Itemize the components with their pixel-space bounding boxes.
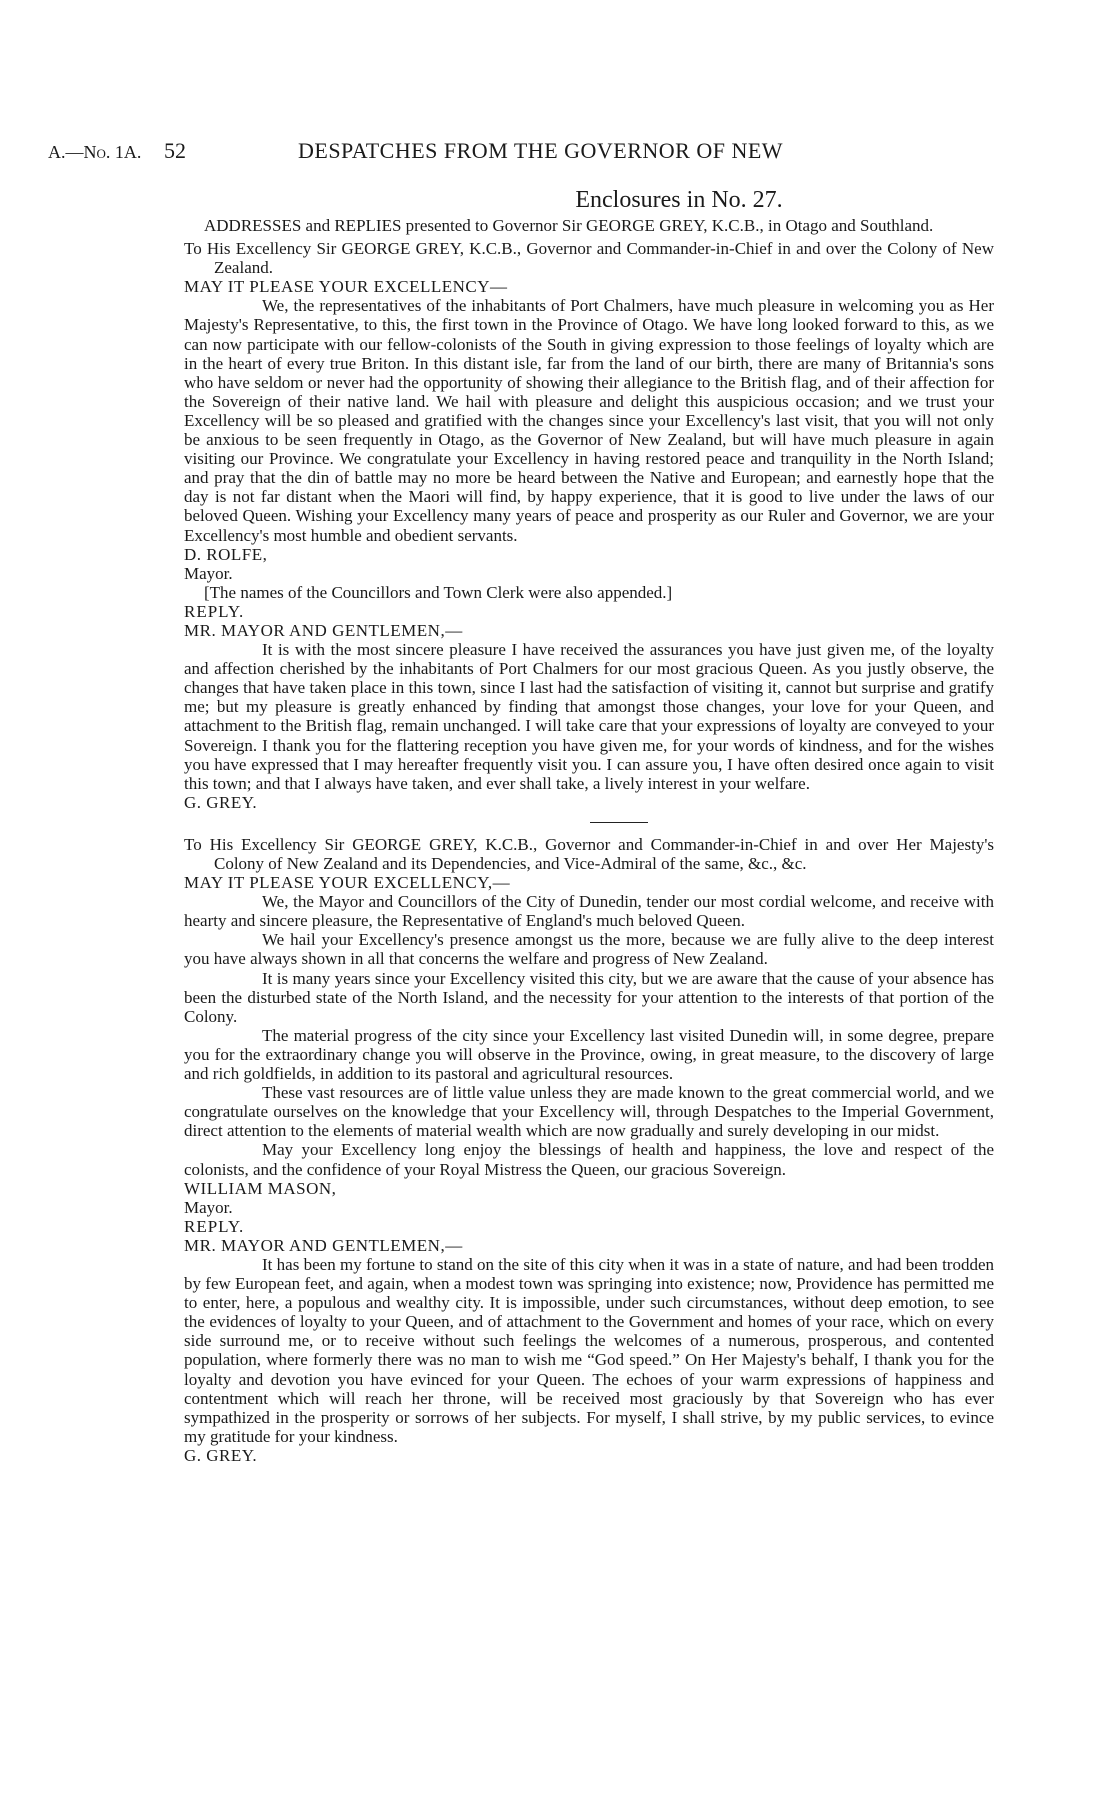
address-paragraph: We, the Mayor and Councillors of the City of Dunedin, tender our most cordial welcome, and receive with hearty and sincere pleasure, the Representative of England's much beloved Queen. [184, 892, 994, 931]
page-number: 52 [164, 138, 186, 163]
address-paragraph: May your Excellency long enjoy the blessings of health and happiness, the love and respect of the colonists, and the confidence of your Royal Mistress the Queen, our gracious Sovereign. [184, 1140, 994, 1179]
signature-title: Mayor. [184, 1197, 233, 1217]
enclosure-heading: Enclosures in No. 27. [575, 187, 783, 213]
address-paragraph: These vast resources are of little value unless they are made known to the great commercial world, and we congratulate ourselves on the knowledge that your Excellency will, through Despatches to the Imperial Government, direct attention to the elements of material wealth which are now gradually and surely developing in our midst. [184, 1083, 994, 1141]
reply-body: It has been my fortune to stand on the site of this city when it was in a state of nature, and had been trodden by few European feet, and again, when a modest town was springing into existence; now, Providence has permitted me to enter, here, a populous and wealthy city. It is impossible, under such circumstances, without deep emotion, to see the evidences of loyalty to your Queen, and of attachment to the Government and homes of your race, which on every side surround me, or to receive without such feelings the welcomes of a numerous, prosperous, and contented population, where formerly there was no man to wish me “God speed.” On Her Majesty's behalf, I thank you for the loyalty and devotion you have evinced for your Queen. The echoes of your warm expressions of happiness and contentment which will reach her throne, will be received most graciously by that Sovereign who has ever sympathized in the prosperity or sorrows of her subjects. For myself, I shall strive, by my public services, to evince my gratitude for your kindness. [184, 1254, 994, 1446]
appended-note: [The names of the Councillors and Town Clerk were also appended.] [204, 582, 673, 602]
intro-title: ADDRESSES and REPLIES presented to Governor Sir GEORGE GREY, K.C.B., in Otago and Southland. [204, 216, 934, 235]
reply-signature: G. GREY. [184, 792, 258, 812]
signature-title: Mayor. [184, 563, 233, 583]
address-port-chalmers [184, 239, 994, 602]
signature-name: D. ROLFE, [184, 544, 268, 564]
reply-salutation: MR. MAYOR AND GENTLEMEN,— [184, 620, 463, 640]
reply-heading: REPLY. [184, 601, 245, 621]
page-header [48, 138, 1066, 168]
running-title: DESPATCHES FROM THE GOVERNOR OF NEW [298, 138, 784, 163]
address-paragraph: It is many years since your Excellency visited this city, but we are aware that the cause of your absence has been the disturbed state of the North Island, and the necessity for your attention to the interests of that portion of the Colony. [184, 968, 994, 1026]
reply-signature: G. GREY. [184, 1445, 258, 1465]
address-paragraph: The material progress of the city since your Excellency last visited Dunedin will, in some degree, prepare you for the extraordinary change you will observe in the Province, owing, in great measure, to the discovery of large and rich goldfields, in addition to its pastoral and agricultural resources. [184, 1025, 994, 1084]
reply-port-chalmers [184, 602, 994, 812]
address-salutation: MAY IT PLEASE YOUR EXCELLENCY— [184, 277, 508, 297]
address-recipient: To His Excellency Sir GEORGE GREY, K.C.B., Governor and Commander-in-Chief in and over the Colony of New Zealand. [184, 239, 994, 278]
address-dunedin [184, 835, 994, 1217]
document-body [184, 186, 994, 1465]
address-recipient: To His Excellency Sir GEORGE GREY, K.C.B., Governor and Commander-in-Chief in and over Her Majesty's Colony of New Zealand and its Dependencies, and Vice-Admiral of the same, &c., &c. [184, 834, 994, 873]
address-paragraph: We hail your Excellency's presence amongst us the more, because we are fully alive to the deep interest you have always shown in all that concerns the welfare and progress of New Zealand. [184, 930, 994, 969]
document-reference: A.—No. 1A. [48, 142, 142, 162]
reply-dunedin [184, 1217, 994, 1465]
reply-salutation: MR. MAYOR AND GENTLEMEN,— [184, 1235, 463, 1255]
signature-name: WILLIAM MASON, [184, 1178, 337, 1198]
reply-heading: REPLY. [184, 1216, 245, 1236]
address-salutation: MAY IT PLEASE YOUR EXCELLENCY,— [184, 873, 511, 893]
section-divider [590, 822, 648, 823]
address-body: We, the representatives of the inhabitants of Port Chalmers, have much pleasure in welcoming you as Her Majesty's Representative, to this, the first town in the Province of Otago. We have long looked forward to this, as we can now participate with our fellow-colonists of the South in giving expression to those feelings of loyalty which are in the heart of every true Briton. In this distant isle, far from the land of our birth, there are many of Britannia's sons who have seldom or never had the opportunity of showing their allegiance to the British flag, and of their affection for the Sovereign of their native land. We hail with pleasure and delight this auspicious occasion; and we trust your Excellency will be so pleased and gratified with the changes since your Excellency's last visit, that you will not only be anxious to be seen frequently in Otago, as the Governor of New Zealand, but will have much pleasure in again visiting our Province. We congratulate your Excellency in having restored peace and tranquility in the North Island; and pray that the din of battle may no more be heard between the Native and European; and earnestly hope that the day is not far distant when the Maori will find, by happy experience, that it is good to live under the laws of our beloved Queen. Wishing your Excellency many years of peace and prosperity as our Ruler and Governor, we are your Excellency's most humble and obedient servants. [184, 296, 994, 545]
reply-body: It is with the most sincere pleasure I have received the assurances you have just given me, of the loyalty and affection cherished by the inhabitants of Port Chalmers for our most gracious Queen. As you justly observe, the changes that have taken place in this town, since I last had the satisfaction of visiting it, cannot but surprise and gratify me; but my pleasure is greatly enhanced by finding that amongst those changes, your love for your Queen, and attachment to the British flag, remain unchanged. I will take care that your expressions of loyalty are conveyed to your Sovereign. I thank you for the flattering reception you have given me, for your words of kindness, and for the wishes you have expressed that I may hereafter frequently visit you. I can assure you, I have often desired once again to visit this town; and that I always have taken, and ever shall take, a lively interest in your welfare. [184, 640, 994, 793]
